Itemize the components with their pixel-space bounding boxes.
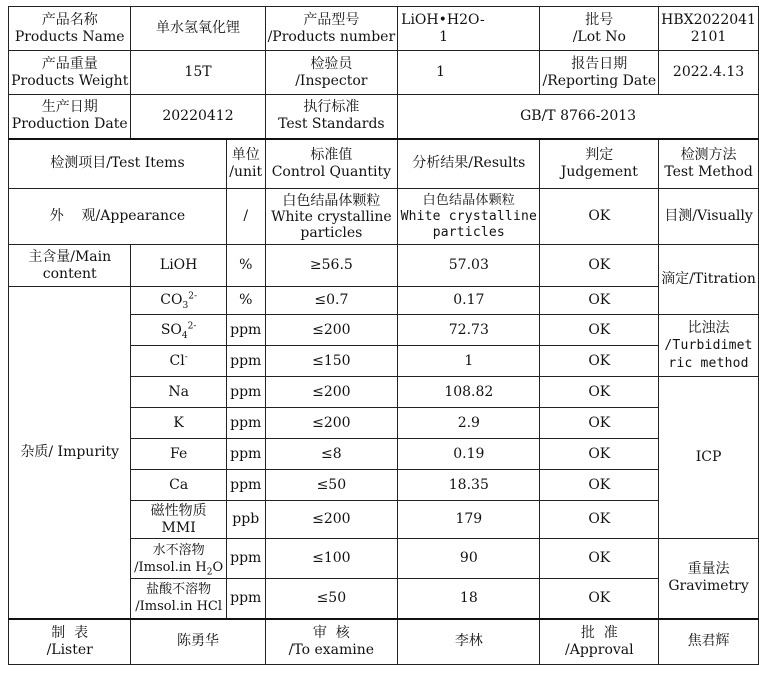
main-content-row [9,245,759,287]
weight-label-en: Products Weight [11,72,129,89]
impurity-item-mmi [131,501,226,539]
lot-label-en: /Lot No [572,28,626,45]
report-date-value: 2022.4.13 [659,51,759,95]
impurity-control-fe: ≤8 [265,439,398,470]
impurity-unit-ca: ppm [226,470,265,501]
signature-row [9,619,759,665]
appearance-result-en-1: White crystalline [400,208,538,224]
col-results: 分析结果/Results [398,139,540,189]
method-turbid-en-1: /Turbidimet [664,337,753,353]
impurity-judgement-so4: OK [540,315,659,346]
impurity-unit-k: ppm [226,408,265,439]
mmi-en: MMI [161,519,196,536]
standard-value: GB/T 8766-2013 [398,95,759,139]
water-insoluble-en-a: /Imsol.in H [134,559,207,575]
col-method [659,139,759,189]
product-number-value-line2: 1 [439,28,449,45]
approval-label-cn: 批 准 [580,624,618,641]
inspector-label-cn: 检验员 [310,55,353,72]
product-number-label-cn: 产品型号 [303,11,360,28]
inspector-label-en: /Inspector [295,72,368,89]
impurity-judgement-water-insoluble: OK [540,539,659,579]
impurity-result-so4: 72.73 [398,315,540,346]
method-titration: 滴定/Titration [659,245,759,315]
impurity-unit-na: ppm [226,377,265,408]
impurity-item-co3 [131,287,226,315]
main-content-judgement: OK [540,245,659,287]
method-grav-en: Gravimetry [668,578,749,595]
standard-label-en: Test Standards [278,116,385,133]
col-control-en: Control Quantity [271,163,392,180]
cl-base: Cl [169,352,185,369]
water-insoluble-cn: 水不溶物 [152,542,205,558]
product-number-label [265,7,398,51]
impurity-result-water-insoluble: 90 [398,539,540,579]
main-content-label [9,245,131,287]
col-judgement [540,139,659,189]
inspector-value: 1 [398,51,540,95]
impurity-item-fe: Fe [131,439,226,470]
weight-label-cn: 产品重量 [41,55,98,72]
column-header-row [9,139,759,189]
appearance-control-en-2: particles [300,224,363,241]
impurity-control-water-insoluble: ≤100 [265,539,398,579]
impurity-control-ca: ≤50 [265,470,398,501]
col-unit [226,139,265,189]
impurity-row-co3 [9,287,759,315]
header-row-1 [9,7,759,51]
impurity-result-cl: 1 [398,346,540,377]
so4-sup: 2- [187,320,197,331]
method-gravimetry [659,539,759,619]
impurity-result-co3: 0.17 [398,287,540,315]
impurity-result-mmi: 179 [398,501,540,539]
appearance-control-en-1: White crystalline [271,208,392,225]
impurity-control-na: ≤200 [265,377,398,408]
hcl-insoluble-en: /Imsol.in HCl [135,599,223,615]
main-content-unit: % [226,245,265,287]
standard-label-cn: 执行标准 [303,99,360,116]
appearance-control-cn: 白色结晶体颗粒 [282,192,381,209]
product-name-label-en: Products Name [14,28,125,45]
impurity-item-ca: Ca [131,470,226,501]
lot-label [540,7,659,51]
water-insoluble-en-sub: 2 [206,567,213,578]
lister-label-en: /Lister [46,641,93,658]
examine-label [265,619,398,665]
so4-base: SO [160,321,182,338]
impurity-judgement-hcl-insoluble: OK [540,579,659,619]
header-row-2 [9,51,759,95]
impurity-result-ca: 18.35 [398,470,540,501]
method-icp: ICP [659,377,759,539]
main-content-label-1: 主含量/Main [28,248,112,265]
examine-name: 李林 [398,619,540,665]
impurity-control-mmi: ≤200 [265,501,398,539]
main-content-label-2: content [42,265,97,282]
co3-sup: 2- [188,291,197,302]
impurity-result-na: 108.82 [398,377,540,408]
impurity-control-so4: ≤200 [265,315,398,346]
product-number-value [398,7,540,51]
col-method-en: Test Method [664,163,753,180]
appearance-control [265,189,398,245]
impurity-control-cl: ≤150 [265,346,398,377]
appearance-judgement: OK [540,189,659,245]
impurity-item-cl [131,346,226,377]
product-name-label [9,7,131,51]
so4-sub: 4 [181,330,188,341]
appearance-unit: / [226,189,265,245]
appearance-method: 目测/Visually [659,189,759,245]
impurity-unit-hcl-insoluble: ppm [226,579,265,619]
main-content-item: LiOH [131,245,226,287]
col-judgement-en: Judgement [560,163,638,180]
product-number-value-line1: LiOH•H2O- [401,11,485,28]
impurity-control-k: ≤200 [265,408,398,439]
appearance-result [398,189,540,245]
lot-value-line2: 2101 [690,28,727,45]
approval-label-en: /Approval [565,641,634,658]
main-content-result: 57.03 [398,245,540,287]
col-judgement-cn: 判定 [585,146,614,163]
lot-value-line1: HBX2022041 [661,11,756,28]
col-control-cn: 标准值 [310,146,353,163]
impurity-item-k: K [131,408,226,439]
col-unit-cn: 单位 [231,146,260,163]
impurity-unit-so4: ppm [226,315,265,346]
approval-name: 焦君辉 [659,619,759,665]
appearance-label: 外 观/Appearance [9,189,227,245]
examine-label-cn: 审 核 [312,624,350,641]
co3-base: CO [160,292,183,308]
method-turbidimetric [659,315,759,377]
inspector-label [265,51,398,95]
standard-label [265,95,398,139]
examine-label-en: /To examine [288,641,375,658]
product-number-label-en: /Products number [267,28,396,45]
water-insoluble-en-b: O [212,559,224,575]
lister-label [9,619,131,665]
lot-label-cn: 批号 [585,11,614,28]
impurity-unit-mmi: ppb [226,501,265,539]
impurity-judgement-na: OK [540,377,659,408]
appearance-result-cn: 白色结晶体颗粒 [422,192,516,208]
impurity-judgement-ca: OK [540,470,659,501]
col-control [265,139,398,189]
report-date-label-cn: 报告日期 [571,55,628,72]
col-test-items: 检测项目/Test Items [9,139,227,189]
method-turbid-en-2: ric method [668,355,749,371]
product-name-label-cn: 产品名称 [41,11,98,28]
inspection-report [8,6,759,665]
appearance-result-en-2: particles [432,224,505,240]
impurity-result-fe: 0.19 [398,439,540,470]
weight-label [9,51,131,95]
lister-label-cn: 制 表 [51,624,89,641]
approval-label [540,619,659,665]
report-date-label [540,51,659,95]
impurity-unit-water-insoluble: ppm [226,539,265,579]
method-grav-cn: 重量法 [687,561,730,578]
impurity-unit-co3: % [226,287,265,315]
method-turbid-cn: 比浊法 [687,319,730,336]
mmi-cn: 磁性物质 [150,502,207,519]
impurity-item-hcl-insoluble [131,579,226,619]
impurity-control-co3: ≤0.7 [265,287,398,315]
report-table [8,6,759,665]
co3-sub: 3 [182,300,189,311]
impurity-judgement-fe: OK [540,439,659,470]
impurity-judgement-cl: OK [540,346,659,377]
header-row-3 [9,95,759,139]
main-content-control: ≥56.5 [265,245,398,287]
impurity-control-hcl-insoluble: ≤50 [265,579,398,619]
impurity-judgement-k: OK [540,408,659,439]
lister-name: 陈勇华 [131,619,265,665]
impurity-unit-fe: ppm [226,439,265,470]
appearance-row [9,189,759,245]
col-unit-en: /unit [229,163,263,180]
impurity-unit-cl: ppm [226,346,265,377]
col-method-cn: 检测方法 [680,146,737,163]
hcl-insoluble-cn: 盐酸不溶物 [146,582,212,598]
impurity-result-hcl-insoluble: 18 [398,579,540,619]
production-date-value: 20220412 [131,95,265,139]
impurity-result-k: 2.9 [398,408,540,439]
impurity-item-so4 [131,315,226,346]
report-date-label-en: /Reporting Date [542,72,657,89]
impurity-label: 杂质/ Impurity [9,287,131,619]
product-name-value: 单水氢氧化锂 [131,7,265,51]
production-date-label-cn: 生产日期 [41,99,98,116]
lot-value [659,7,759,51]
weight-value: 15T [131,51,265,95]
production-date-label [9,95,131,139]
production-date-label-en: Production Date [11,116,128,133]
impurity-item-water-insoluble [131,539,226,579]
impurity-judgement-mmi: OK [540,501,659,539]
cl-sup: - [184,351,188,362]
impurity-item-na: Na [131,377,226,408]
impurity-judgement-co3: OK [540,287,659,315]
